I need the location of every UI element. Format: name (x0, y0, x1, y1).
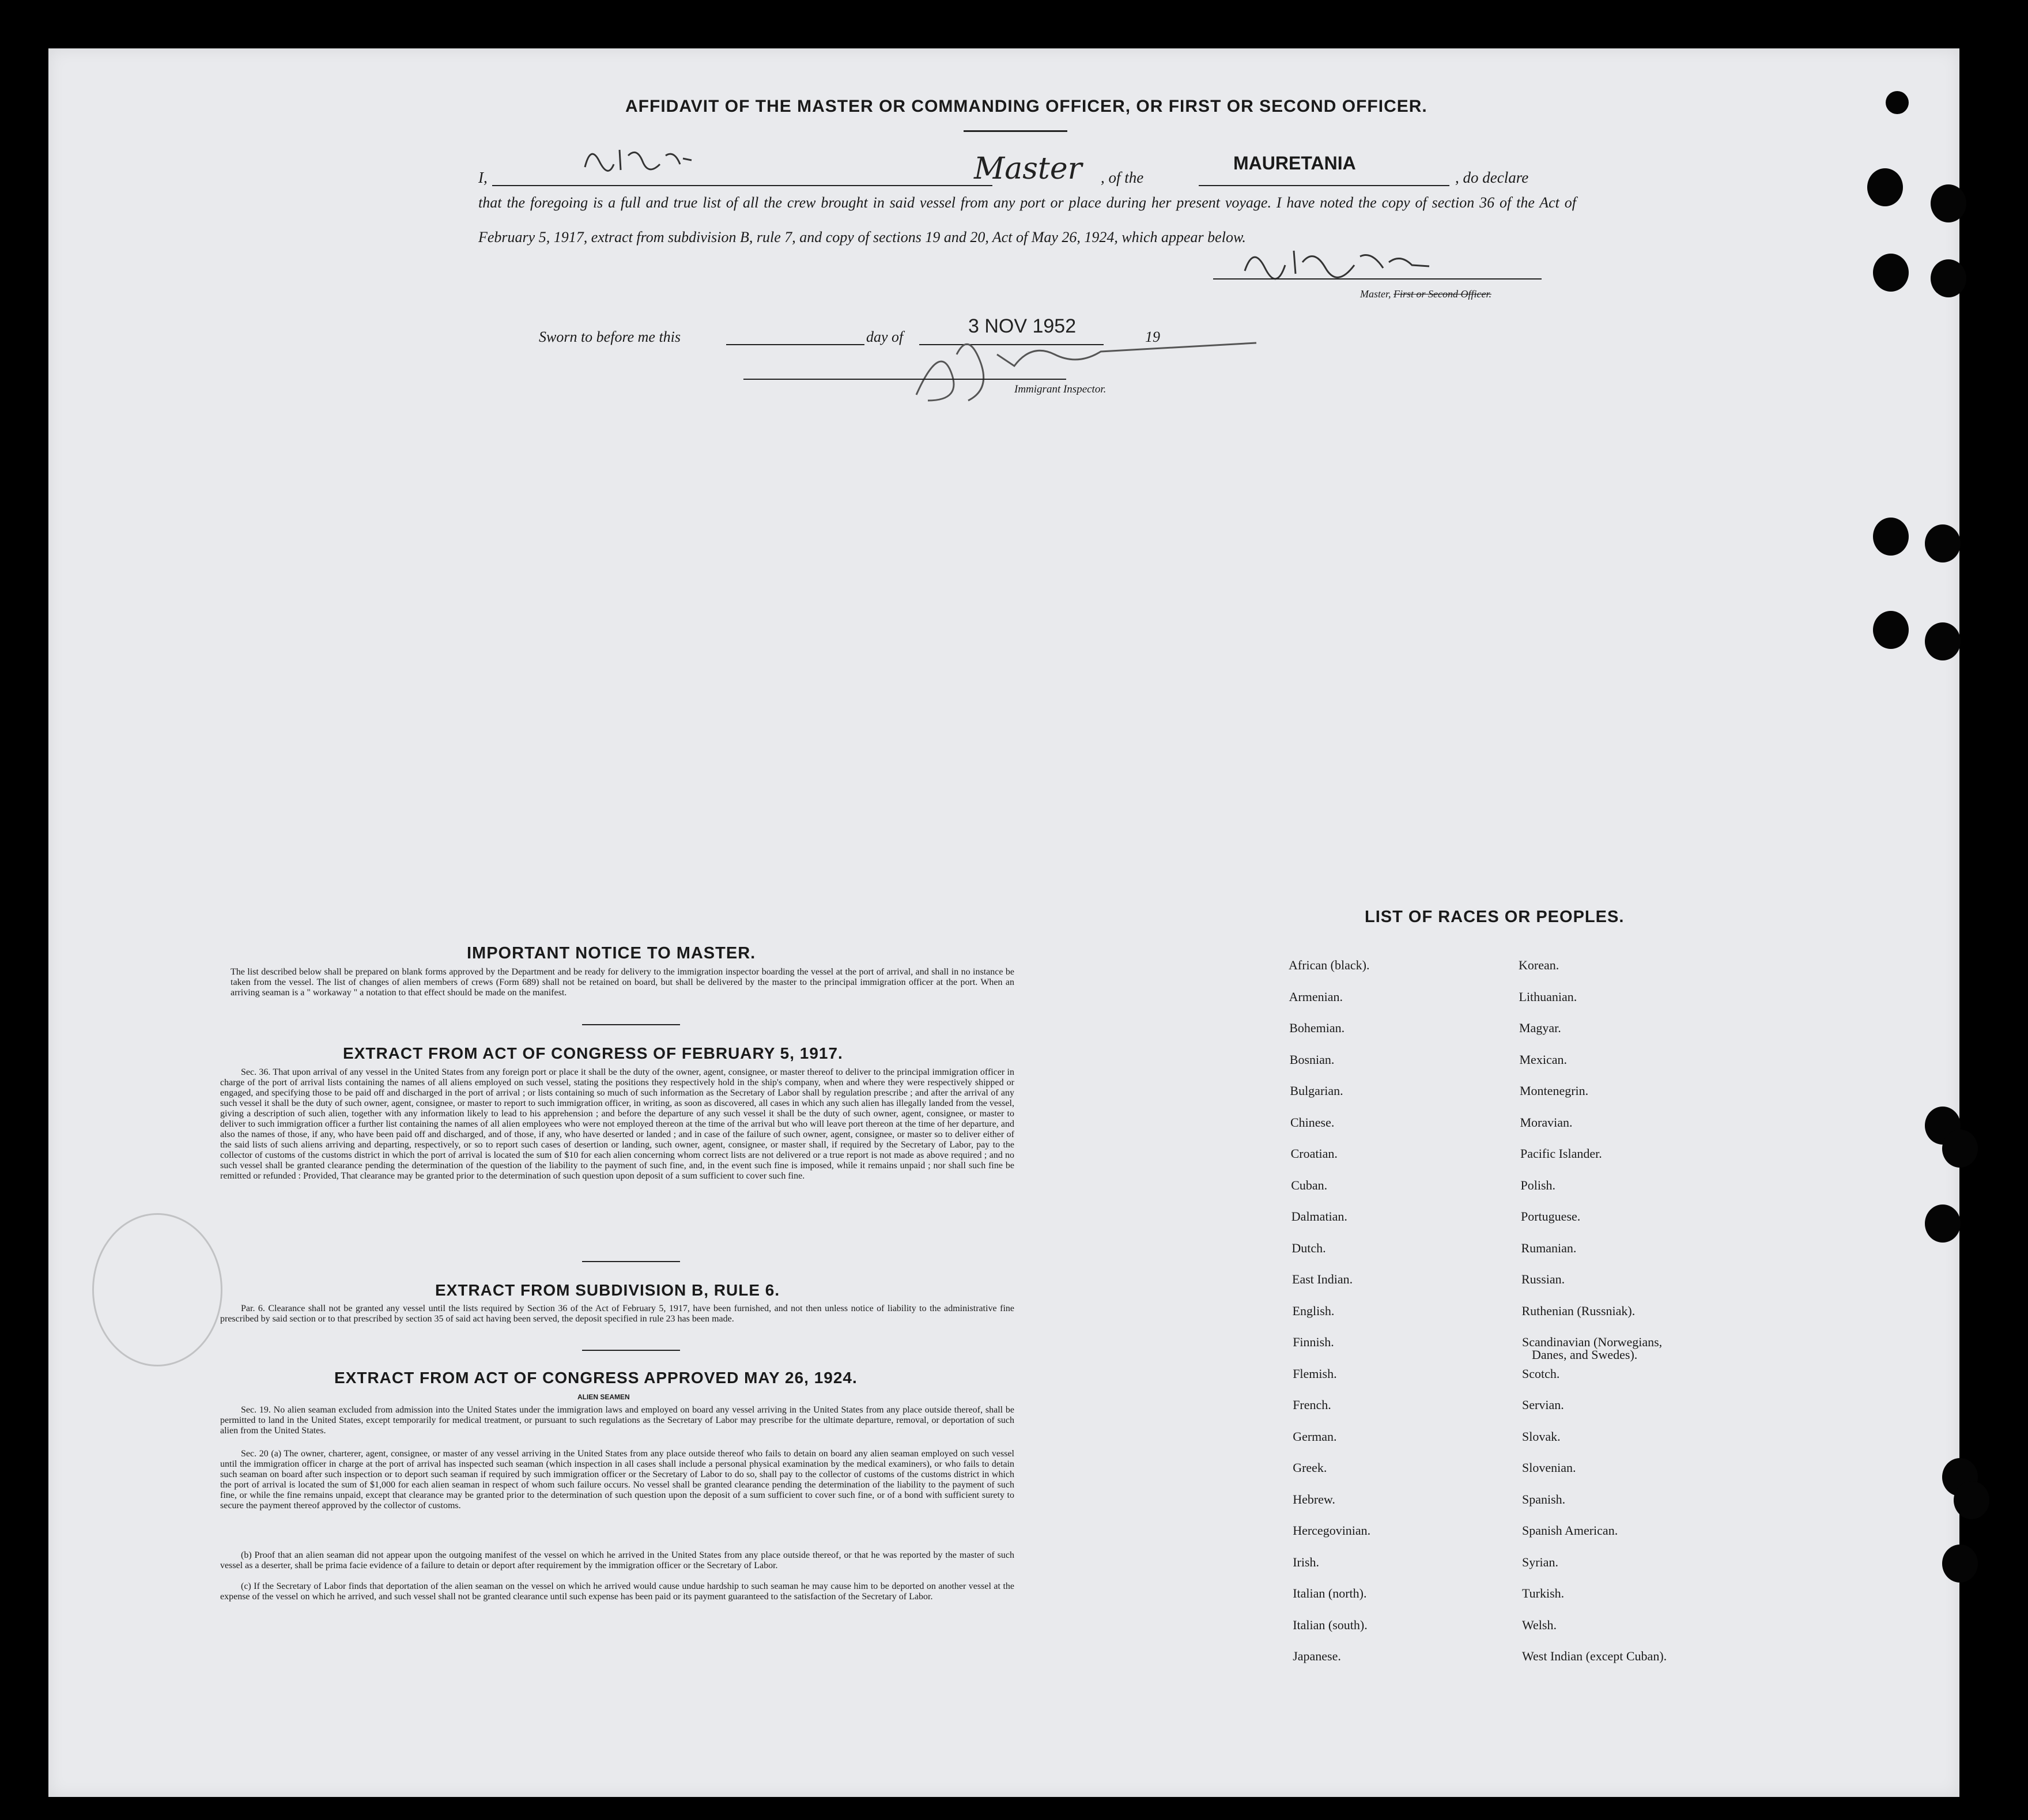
do-declare-label: , do declare (1455, 169, 1529, 186)
race-item: Hercegovinian. (1293, 1523, 1371, 1538)
divider (582, 1261, 680, 1262)
divider (582, 1350, 680, 1351)
race-item: Korean. (1519, 958, 1559, 972)
punch-hole (1873, 611, 1909, 649)
race-item: Syrian. (1522, 1554, 1558, 1569)
race-item: Armenian. (1289, 989, 1343, 1004)
i-label: I, (478, 169, 488, 186)
punch-hole (1925, 1204, 1961, 1243)
race-item: Dutch. (1291, 1240, 1326, 1255)
affidavit-body: that the foregoing is a full and true list of all the crew brought in said vessel from any port or place during her present voyage. I have noted the copy of section 36 of the Act of February 5, 1917, extract from subdivision B, rule 7, and copy of sections 19 and 20, Act of May 26, 1924, which appear below. (478, 194, 1576, 246)
race-item: Chinese. (1290, 1115, 1335, 1130)
race-item: African (black). (1289, 958, 1370, 972)
race-item: German. (1293, 1429, 1337, 1444)
faded-seal-stamp (92, 1213, 222, 1366)
race-item: Finnish. (1293, 1335, 1334, 1349)
notice-text: The list described below shall be prepared on blank forms approved by the Department and be ready for delivery to the immigration inspector boarding the vessel at the port of arrival, and shall in no instance be taken from the vessel. The list of changes of alien members of crews (Form 689) shall not be retained on board, but shall be delivered by the master to the principal immigration officer at the port. When an arriving seaman is a " workaway " a notation to that effect should be made on the manifest. (231, 967, 1014, 998)
race-item: Croatian. (1290, 1146, 1338, 1161)
alien-seamen-subtitle: ALIEN SEAMEN (577, 1393, 630, 1401)
race-item: Spanish American. (1522, 1523, 1618, 1538)
race-item: Portuguese. (1521, 1209, 1581, 1224)
race-item-scandinavian-cont: Danes, and Swedes). (1532, 1347, 1638, 1362)
race-item: Pacific Islander. (1520, 1146, 1602, 1161)
race-item: Japanese. (1293, 1649, 1341, 1663)
race-item: Lithuanian. (1519, 989, 1577, 1004)
race-item: Italian (north). (1293, 1586, 1367, 1600)
punch-hole (1925, 622, 1961, 660)
master-caption: Master, (1360, 288, 1393, 300)
vessel-name: MAURETANIA (1233, 153, 1356, 173)
race-item: Dalmatian. (1291, 1209, 1347, 1224)
sec20c-text: (c) If the Secretary of Labor finds that deportation of the alien seaman on the vessel on which he arrived would cause undue hardship to such seaman he may cause him to be deported on another vessel at the expense of the vessel on which he arrived, and such vessel shall not be granted clearance until such expense has been paid or its payment guaranteed to the satisfaction of the Secretary of Labor. (220, 1581, 1014, 1602)
race-item: Magyar. (1519, 1021, 1561, 1035)
race-item: East Indian. (1292, 1272, 1353, 1286)
extract-rule6-title: EXTRACT FROM SUBDIVISION B, RULE 6. (435, 1281, 780, 1299)
master-signature-line1 (579, 138, 694, 179)
race-item: Montenegrin. (1520, 1083, 1589, 1098)
punch-hole (1886, 91, 1909, 114)
race-item: Hebrew. (1293, 1492, 1335, 1506)
race-item: West Indian (except Cuban). (1522, 1649, 1667, 1663)
race-item: Mexican. (1519, 1052, 1567, 1067)
race-item: Moravian. (1520, 1115, 1573, 1130)
day-of-label: day of (866, 328, 904, 345)
sec20a-text: Sec. 20 (a) The owner, charterer, agent, consignee, or master of any vessel arriving in the United States from any place outside thereof who fails to detain on board any alien seaman employed on such vessel until the immigration officer in charge at the port of arrival has inspected such seaman (which inspection in all cases shall include a personal physical examination by the medical examiners), or who fails to detain such seaman on board after such inspection or to deport such seaman if required by such immigration officer or the Secretary of Labor to do so, shall pay to the collector of customs of the customs district in which the port of arrival is located the sum of $1,000 for each alien seaman in respect of whom such failure occurs. No vessel shall be granted clearance pending the determination of the liability to the payment of such fine, or while the fine remains unpaid, except that clearance may be granted prior to the determination of such question upon the deposit of a sum sufficient to cover such fine, or of a bond with sufficient surety to secure the payment thereof approved by the collector of customs. (220, 1449, 1014, 1511)
year-label: 19 (1145, 328, 1160, 345)
race-item: Rumanian. (1521, 1240, 1577, 1255)
sec20b-text: (b) Proof that an alien seaman did not appear upon the outgoing manifest of the vessel on which he arrived in the United States from any place outside thereof, or that he was reported by the master of such vessel as a deserter, shall be prima facie evidence of a failure to detain or deport after requirement by the immigration officer or the Secretary of Labor. (220, 1550, 1014, 1570)
master-signature (1239, 242, 1435, 282)
inspector-signature (882, 320, 1285, 412)
extract-1924-title: EXTRACT FROM ACT OF CONGRESS APPROVED MAY 26, 1924. (334, 1369, 858, 1387)
document-sheet (48, 48, 1959, 1797)
punch-hole (1873, 518, 1909, 556)
divider (582, 1024, 680, 1025)
race-item: Russian. (1521, 1272, 1565, 1286)
race-item: Turkish. (1522, 1586, 1565, 1600)
punch-hole (1931, 184, 1966, 222)
sworn-label: Sworn to before me this (539, 328, 681, 345)
master-handwritten: Master (974, 152, 1082, 186)
race-item: Bohemian. (1289, 1021, 1345, 1035)
race-item: Flemish. (1293, 1366, 1337, 1381)
race-item: Spanish. (1522, 1492, 1566, 1506)
race-item: Cuban. (1291, 1177, 1328, 1192)
extract-1917-text: Sec. 36. That upon arrival of any vessel in the United States from any foreign port or place it shall be the duty of the owner, agent, consignee, or master thereof to deliver to the principal immigration officer in charge of the port of arrival lists containing the names of all aliens employed on such vessel, stating the positions they respectively hold in the ship's company, when and where they were respectively shipped or engaged, and specifying those to be paid off and discharged in the port of arrival ; or lists containing so much of such information as the Secretary of Labor shall by regulation prescribe ; and after the arrival of any such vessel it shall be the duty of such owner, agent, consignee, or master to report to such immigration officer, in writing, as soon as discovered, all cases in which any such alien has illegally landed from the vessel, giving a description of such alien, together with any information likely to lead to his apprehension ; and before the departure of any such vessel it shall be the duty of such owner, agent, consignee, or master to deliver to such immigration officer a further list containing the names of all alien employees who were not employed thereon at the time of the arrival but who will leave port thereon at the time of her departure, and also the names of those, if any, who have been paid off and discharged, and of those, if any, who have deserted or landed ; and in case of the failure of such owner, agent, consignee, or master so to deliver either of the said lists of such aliens arriving and departing, respectively, or so to report such cases of desertion or landing, such owner, agent, consignee, or master shall, if required by the Secretary of Labor, pay to the collector of customs of the customs district in which the port of arrival is located the sum of $10 for each alien concerning whom correct lists are not delivered or a true report is not made as above required ; and no such vessel shall be granted clearance pending the determination of the question of the liability to the payment of such fine, and, in the event such fine is imposed, while it remains unpaid ; nor shall such fine be remitted or refunded : Provided, That clearance may be granted prior to the determination of such question upon deposit of a sum sufficient to cover such fine. (220, 1067, 1014, 1181)
race-item: Bosnian. (1289, 1052, 1335, 1067)
extract-rule6-text: Par. 6. Clearance shall not be granted any vessel until the lists required by Section 36 of the Act of February 5, 1917, have been furnished, and not then unless notice of liability to the administrative fine prescribed by said section or to that prescribed by section 35 of said act having been served, the deposit specified in rule 23 has been made. (220, 1304, 1014, 1324)
punch-hole (1867, 168, 1903, 206)
signer-caption (1360, 288, 1491, 300)
inspector-line (743, 379, 1066, 380)
race-item: Scotch. (1522, 1366, 1560, 1381)
race-item: English. (1292, 1303, 1335, 1318)
punch-hole (1954, 1481, 1989, 1519)
race-item: French. (1293, 1398, 1331, 1412)
day-line (726, 344, 864, 345)
race-item: Polish. (1520, 1177, 1556, 1192)
race-item: Slovak. (1522, 1429, 1561, 1444)
punch-hole (1942, 1545, 1978, 1583)
race-item: Bulgarian. (1290, 1083, 1343, 1098)
race-item: Greek. (1293, 1460, 1327, 1475)
stamped-date: 3 NOV 1952 (968, 315, 1077, 337)
of-the-label: , of the (1101, 169, 1144, 186)
race-item: Welsh. (1522, 1617, 1557, 1632)
extract-1917-title: EXTRACT FROM ACT OF CONGRESS OF FEBRUARY 5, 1917. (343, 1044, 843, 1062)
punch-hole (1942, 1130, 1978, 1168)
affidavit-title: AFFIDAVIT OF THE MASTER OR COMMANDING OFFICER, OR FIRST OR SECOND OFFICER. (625, 97, 1427, 116)
race-item: Slovenian. (1522, 1460, 1576, 1475)
punch-hole (1873, 254, 1909, 292)
master-signature-line (1213, 278, 1542, 280)
race-item: Ruthenian (Russniak). (1521, 1303, 1636, 1318)
race-item: Irish. (1293, 1554, 1320, 1569)
race-item: Servian. (1522, 1398, 1564, 1412)
inspector-caption: Immigrant Inspector. (1014, 383, 1106, 395)
sec19-text: Sec. 19. No alien seaman excluded from admission into the United States under the immigration laws and employed on board any vessel arriving in the United States from any place outside thereof, shall be permitted to land in the United States, except temporarily for medical treatment, or pursuant to such regulations as the Secretary of Labor may prescribe for the ultimate departure, removal, or deportation of such alien from the United States. (220, 1405, 1014, 1436)
races-title: LIST OF RACES OR PEOPLES. (1365, 908, 1625, 926)
divider (964, 130, 1067, 132)
notice-title: IMPORTANT NOTICE TO MASTER. (467, 944, 756, 962)
race-item: Italian (south). (1293, 1617, 1368, 1632)
punch-hole (1925, 524, 1961, 562)
race-item: Scandinavian (Norwegians, (1522, 1335, 1663, 1349)
punch-hole (1931, 259, 1966, 297)
struck-officer-caption: First or Second Officer. (1393, 288, 1491, 300)
